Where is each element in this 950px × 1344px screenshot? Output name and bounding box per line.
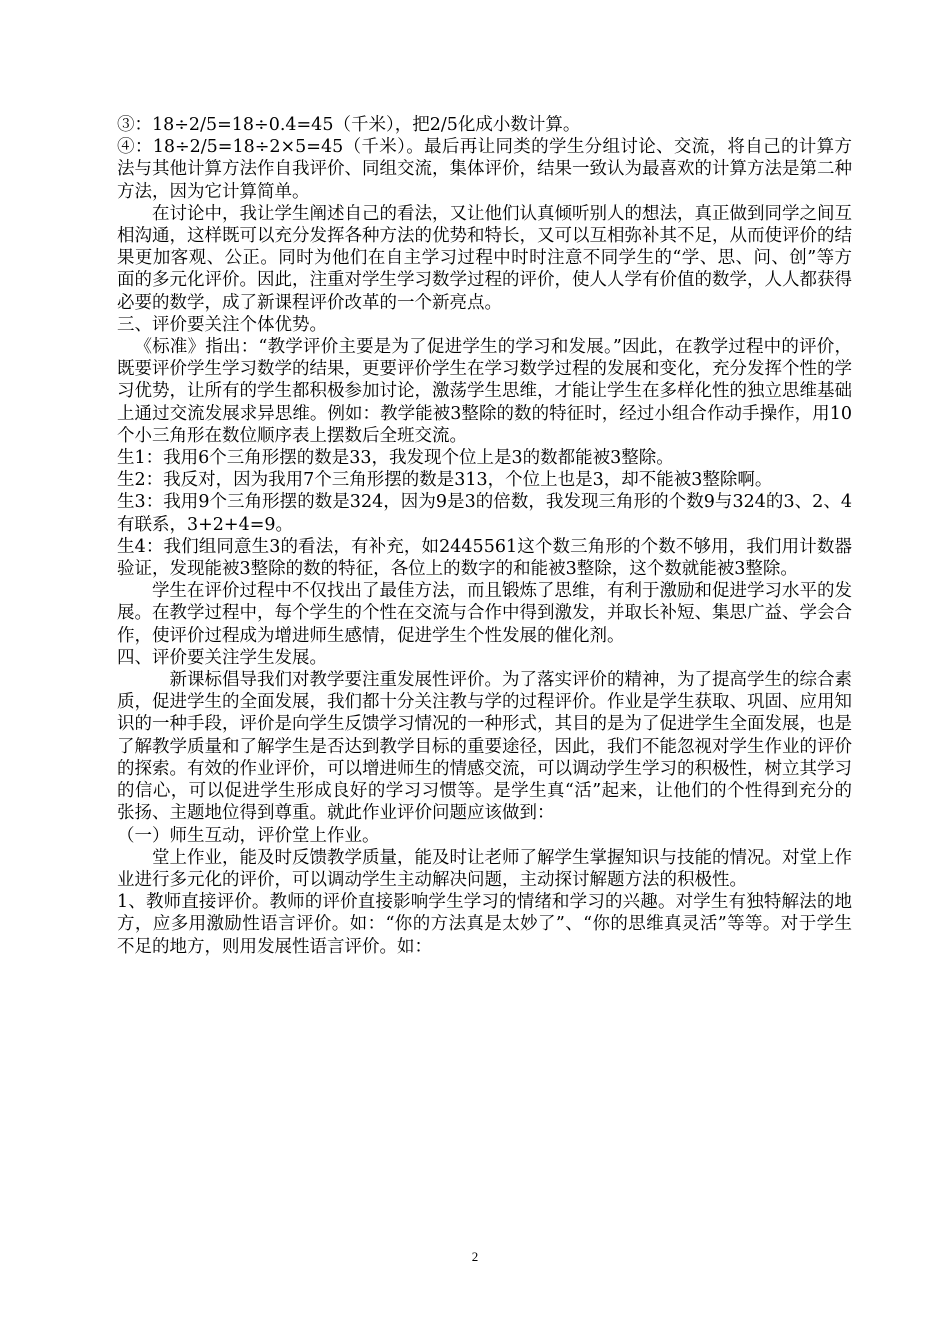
paragraph-method-4: ④：18÷2/5=18÷2×5=45（千米）。最后再让同类的学生分组讨论、交流，将自己的计算方法与其他计算方法作自我评价、同组交流，集体评价，结果一致认为最喜欢的计算方法是第二种方法，因为它计算简单。 xyxy=(117,137,852,202)
paragraph-student-2: 生2：我反对，因为我用7个三角形摆的数是313，个位上也是3，却不能被3整除啊。 xyxy=(117,470,773,491)
paragraph-teacher-evaluation: 1、教师直接评价。教师的评价直接影响学生学习的情绪和学习的兴趣。对学生有独特解法的地方，应多用激励性语言评价。如：“你的方法真是太妙了”、“你的思维真灵活”等等。对于学生不足的地方，则用发展性语言评价。如： xyxy=(117,892,852,957)
section-heading-4: 四、评价要关注学生发展。 xyxy=(117,647,327,668)
paragraph-classwork: 堂上作业，能及时反馈教学质量，能及时让老师了解学生掌握知识与技能的情况。对堂上作业进行多元化的评价，可以调动学生主动解决问题，主动探讨解题方法的积极性。 xyxy=(117,847,852,890)
paragraph-student-4: 生4：我们组同意生3的看法，有补充，如2445561这个数三角形的个数不够用，我们用计数器验证，发现能被3整除的数的特征，各位上的数字的和能被3整除，这个数就能被3整除。 xyxy=(117,536,852,580)
paragraph-curriculum: 新课标倡导我们对教学要注重发展性评价。为了落实评价的精神，为了提高学生的综合素质，促进学生的全面发展，我们都十分关注教与学的过程评价。作业是学生获取、巩固、应用知识的一种手段，评价是向学生反馈学习情况的一种形式，其目的是为了促进学生全面发展，也是了解教学质量和了解学生是否达到教学目标的重要途径，因此，我们不能忽视对学生作业的评价的探索。有效的作业评价，可以增进师生的情感交流，可以调动学生学习的积极性，树立其学习的信心，可以促进学生形成良好的学习习惯等。是学生真“活”起来，让他们的个性得到充分的张扬、主题地位得到尊重。就此作业评价问题应该做到： xyxy=(117,670,852,824)
paragraph-discussion: 在讨论中，我让学生阐述自己的看法，又让他们认真倾听别人的想法，真正做到同学之间互相沟通，这样既可以充分发挥各种方法的优势和特长，又可以互相弥补其不足，从而使评价的结果更加客观、公正。同时为他们在自主学习过程中时时注意不同学生的“学、思、问、创”等方面的多元化评价。因此，注重对学生学习数学过程的评价，使人人学有价值的数学，人人都获得必要的数学，成了新课程评价改革的一个新亮点。 xyxy=(117,203,852,313)
document-body xyxy=(117,114,852,958)
paragraph-evaluation-result: 学生在评价过程中不仅找出了最佳方法，而且锻炼了思维，有利于激励和促进学习水平的发展。在教学过程中，每个学生的个性在交流与合作中得到激发，并取长补短、集思广益、学会合作，使评价过程成为增进师生感情，促进学生个性发展的催化剂。 xyxy=(117,581,852,646)
paragraph-student-3: 生3：我用9个三角形摆的数是324，因为9是3的倍数，我发现三角形的个数9与324的3、2、4有联系，3+2+4=9。 xyxy=(117,492,852,535)
paragraph-method-3: ③：18÷2/5=18÷0.4=45（千米），把2/5化成小数计算。 xyxy=(117,115,581,135)
section-heading-3: 三、评价要关注个体优势。 xyxy=(117,314,327,335)
paragraph-student-1: 生1：我用6个三角形摆的数是33，我发现个位上是3的数都能被3整除。 xyxy=(117,448,674,469)
subsection-heading-1: （一）师生互动，评价堂上作业。 xyxy=(117,825,380,846)
page-number: 2 xyxy=(471,1249,479,1264)
paragraph-standard: 《标准》指出：“教学评价主要是为了促进学生的学习和发展。”因此，在教学过程中的评价，既要评价学生学习数学的结果，更要评价学生在学习数学过程的发展和变化，充分发挥个性的学习优势，让所有的学生都积极参加讨论，激荡学生思维，才能让学生在多样化性的独立思维基础上通过交流发展求异思维。例如：教学能被3整除的数的特征时，经过小组合作动手操作，用10个小三角形在数位顺序表上摆数后全班交流。 xyxy=(117,337,852,446)
